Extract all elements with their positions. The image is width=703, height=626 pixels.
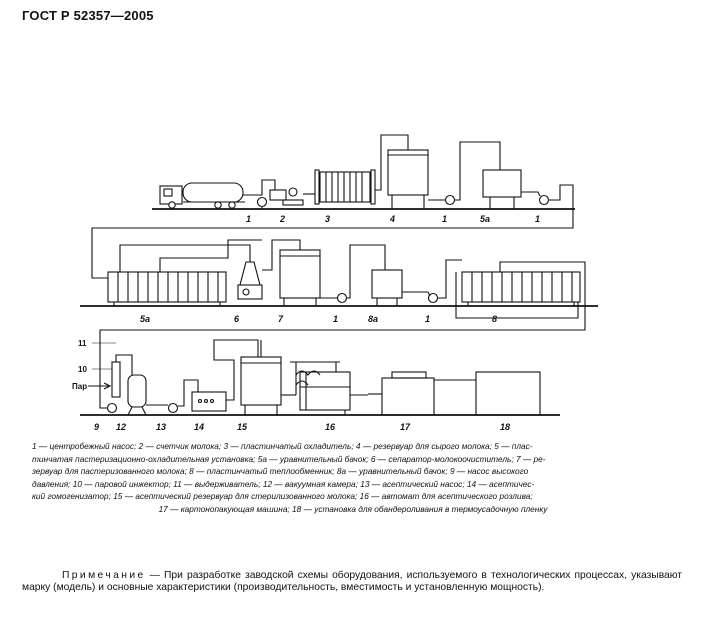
centrifugal-pump-1b: [446, 196, 455, 205]
balance-tank-5a: [483, 170, 521, 209]
page-header: ГОСТ Р 52357—2005: [22, 8, 154, 23]
aseptic-tank-15: [241, 350, 281, 415]
balance-tank-8a: [372, 270, 402, 306]
legend-line: давления; 10 — паровой инжектор; 11 — выдерживатель; 12 — вакуумная камера; 13 — асептический насос; 14 — асептичес-: [32, 478, 535, 489]
note-paragraph: [22, 570, 682, 595]
legend-line: кий гомогенизатор; 15 — асептический резервуар для стерилизованного молока; 16 — автомат для асептического розлива;: [32, 491, 533, 502]
note-label: Примечание: [62, 570, 146, 581]
label-5: 5а: [140, 314, 151, 324]
label-7: 7: [278, 314, 284, 324]
legend-line: 17 — картонопакующая машина; 18 — установка для обандероливания в термоусадочную пленку: [158, 503, 548, 514]
aseptic-filling-machine-16: [296, 371, 368, 415]
label-9: 9: [94, 422, 100, 432]
centrifugal-pump-1: [258, 198, 267, 210]
legend-line: 1 — центробежный насос; 2 — счетчик молока; 3 — пластинчатый охладитель; 4 — резервуар для сырого молока; 5 — плас-: [32, 441, 533, 451]
aseptic-homogenizer-14: [192, 392, 226, 411]
label-1-c: 1: [535, 214, 541, 224]
holding-tube-11: [112, 362, 120, 397]
plate-heat-exchanger-8: [462, 272, 580, 306]
label-1: 1: [246, 214, 252, 224]
pasteurization-unit-5: [108, 272, 226, 306]
separator-clarifier-6: [238, 262, 262, 299]
label-1-e: 1: [425, 314, 431, 324]
high-pressure-pump-9: [108, 404, 117, 413]
label-13: 13: [156, 422, 167, 432]
carton-packing-machine-17: [382, 372, 434, 415]
milk-tanker-truck: [160, 183, 245, 208]
steam-inlet-label: Пар: [72, 382, 88, 391]
centrifugal-pump-1c: [540, 196, 549, 205]
label-16: 16: [325, 422, 336, 432]
label-2: 2: [280, 214, 286, 224]
legend-line: зервуар для пастеризованного молока; 8 — пластинчатый теплообменник; 8а — уравнительный бачок; 9 — насос высокого: [32, 466, 529, 477]
legend-line: тинчатая пастеризационно-охладительная установка; 5а — уравнительный бачок; 6 — сепаратор-молокоочиститель; 7 — ре-: [32, 453, 546, 464]
label-8: 8: [492, 314, 498, 324]
note-text: — При разработке заводской схемы оборудования, используемого в технологических процессах, указывают марку (модель) и основные характеристики (производительность, вместимость и установленную мощность).: [22, 570, 682, 594]
centrifugal-pump-1d: [338, 294, 347, 303]
figure-legend: [32, 440, 674, 516]
label-8a: 8а: [368, 314, 379, 324]
label-18: 18: [500, 422, 511, 432]
plate-cooler-3: [315, 170, 375, 204]
aseptic-pump-13: [169, 404, 178, 413]
label-10: 10: [78, 365, 87, 374]
label-11: 11: [78, 339, 87, 348]
pasteurized-milk-tank-7: [280, 243, 320, 306]
label-15: 15: [237, 422, 248, 432]
label-6: 6: [234, 314, 240, 324]
raw-milk-tank-4: [388, 143, 428, 209]
label-4: 4: [390, 214, 396, 224]
label-12: 12: [116, 422, 127, 432]
label-3: 3: [325, 214, 331, 224]
label-1-b: 1: [442, 214, 448, 224]
milk-meter-2: [270, 188, 303, 205]
shrink-wrap-machine-18: [476, 372, 540, 415]
label-1-d: 1: [333, 314, 339, 324]
label-5a: 5а: [480, 214, 491, 224]
label-17: 17: [400, 422, 411, 432]
vacuum-chamber-12: [128, 375, 146, 415]
label-14: 14: [194, 422, 205, 432]
